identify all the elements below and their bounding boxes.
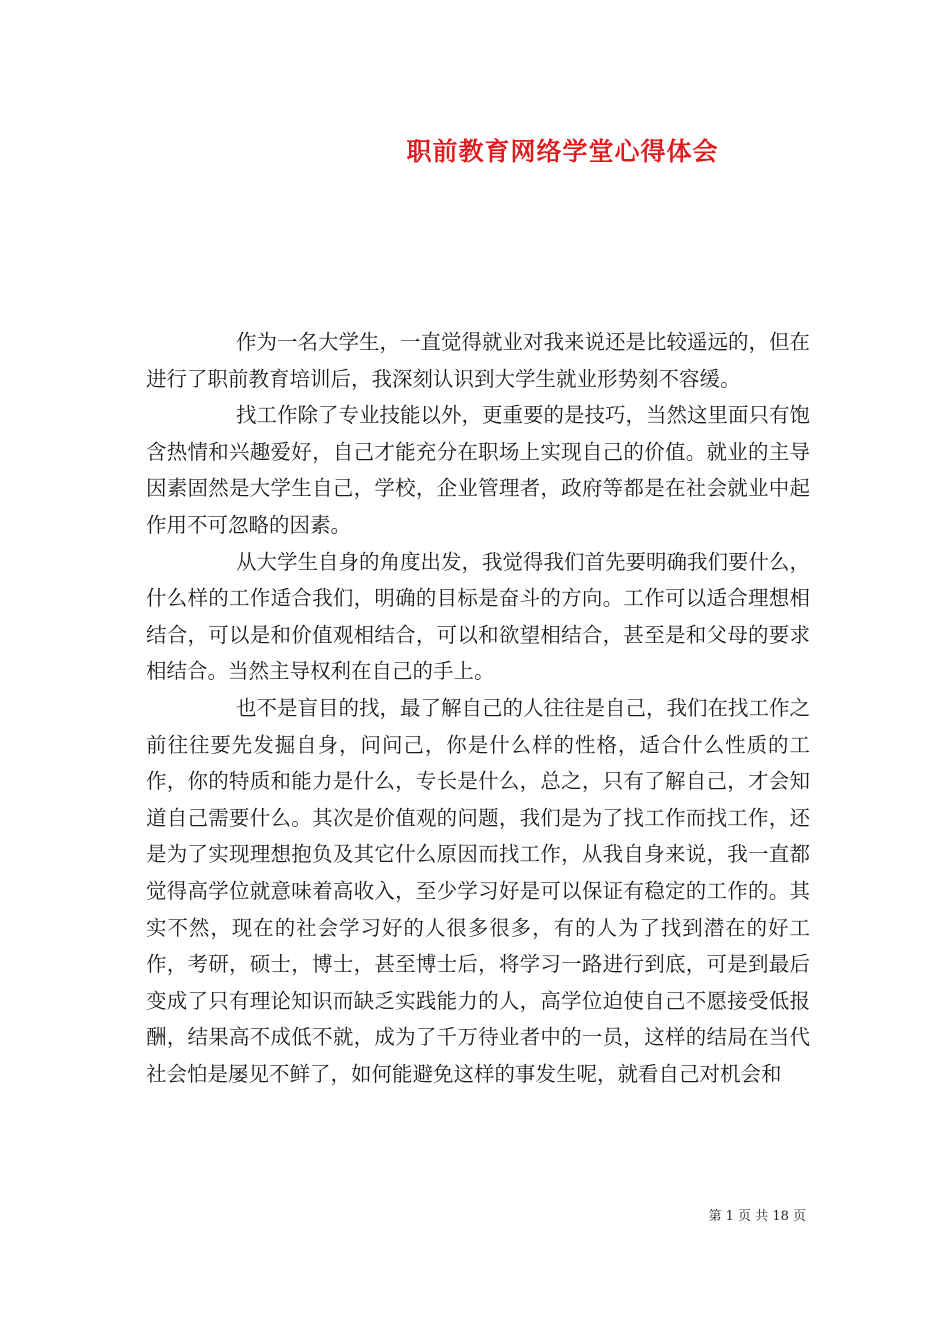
paragraph-4: 也不是盲目的找，最了解自己的人往往是自己，我们在找工作之前往往要先发掘自身，问问己，你是什么样的性格，适合什么性质的工作，你的特质和能力是什么，专长是什么，总之，只有了解自己，才会知道自己需要什么。其次是价值观的问题，我们是为了找工作而找工作，还是为了实现理想抱负及其它什么原因而找工作，从我自身来说，我一直都觉得高学位就意味着高收入，至少学习好是可以保证有稳定的工作的。其实不然，现在的社会学习好的人很多很多，有的人为了找到潜在的好工作，考研，硕士，博士，甚至博士后，将学习一路进行到底，可是到最后变成了只有理论知识而缺乏实践能力的人，高学位迫使自己不愿接受低报酬，结果高不成低不就，成为了千万待业者中的一员，这样的结局在当代社会怕是屡见不鲜了，如何能避免这样的事发生呢，就看自己对机会和 <box>146 695 810 1086</box>
document-body <box>146 324 810 1092</box>
paragraph-3: 从大学生自身的角度出发，我觉得我们首先要明确我们要什么，什么样的工作适合我们，明确的目标是奋斗的方向。工作可以适合理想相结合，可以是和价值观相结合，可以和欲望相结合，甚至是和父母的要求相结合。当然主导权利在自己的手上。 <box>146 549 810 684</box>
page-number-footer: 第 1 页 共 18 页 <box>708 1209 806 1224</box>
document-title: 职前教育网络学堂心得体会 <box>406 137 719 166</box>
paragraph-1: 作为一名大学生，一直觉得就业对我来说还是比较遥远的，但在进行了职前教育培训后，我深刻认识到大学生就业形势刻不容缓。 <box>146 330 810 391</box>
paragraph-2: 找工作除了专业技能以外，更重要的是技巧，当然这里面只有饱含热情和兴趣爱好，自己才能充分在职场上实现自己的价值。就业的主导因素固然是大学生自己，学校，企业管理者，政府等都是在社会就业中起作用不可忽略的因素。 <box>146 403 810 537</box>
